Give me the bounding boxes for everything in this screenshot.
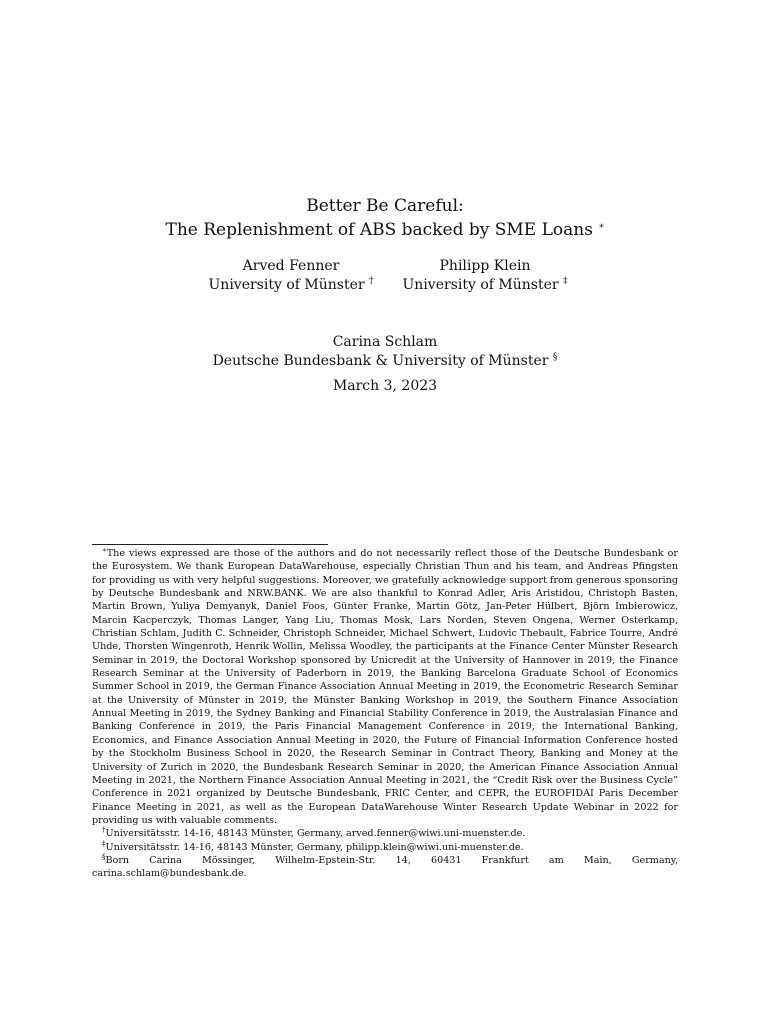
- author-name: Arved Fenner: [242, 258, 340, 274]
- author-name: Carina Schlam: [332, 334, 438, 350]
- title-line-2: [0, 218, 770, 242]
- author-footnote-mark: §: [552, 352, 558, 363]
- author-schlam: [0, 333, 770, 371]
- author-affiliation: Deutsche Bundesbank & University of Münster §: [212, 352, 558, 369]
- footnote-text: Universitätsstr. 14-16, 48143 Münster, Germany, philipp.klein@wiwi.uni-muenster.de.: [105, 841, 524, 853]
- footnote-mark: †: [102, 826, 106, 835]
- footnote-2: [92, 827, 678, 840]
- author-fenner: [196, 257, 386, 295]
- author-affiliation: University of Münster †: [208, 276, 374, 293]
- paper-title: [0, 194, 770, 242]
- author-footnote-mark: †: [369, 276, 374, 287]
- author-footnote-mark: ‡: [563, 276, 568, 287]
- footnote-3: [92, 841, 678, 854]
- footnote-mark: ‡: [102, 839, 106, 848]
- footnote-rule: [92, 544, 328, 545]
- author-name: Philipp Klein: [439, 258, 531, 274]
- footnote-text: The views expressed are those of the authors and do not necessarily reflect those of the Deutsche Bundesbank or the Eurosystem. We thank European DataWarehouse, especially Christian Thun and his team, and Andreas Pfingsten for providing us with very helpful suggestions. Moreover, we gratefully acknowledge support from generous sponsoring by Deutsche Bundesbank and NRW.BANK. We are also thankful to Konrad Adler, Aris Aristidou, Christoph Basten, Martin Brown, Yuliya Demyanyk, Daniel Foos, Günter Franke, Martin Götz, Jan-Peter Hülbert, Björn Imbierowicz, Marcin Kacperczyk, Thomas Langer, Yang Liu, Thomas Mosk, Lars Norden, Steven Ongena, Werner Osterkamp, Christian Schlam, Judith C. Schneider, Christoph Schneider, Michael Schwert, Ludovic Thebault, Fabrice Tourre, André Uhde, Thorsten Wingenroth, Henrik Wollin, Melissa Woodley, the participants at the Finance Center Münster Research Seminar in 2019, the Doctoral Workshop sponsored by Unicredit at the University of Hannover in 2019, the Finance Research Seminar at the University of Paderborn in 2019, the Banking Barcelona Graduate School of Economics Summer School in 2019, the German Finance Association Annual Meeting in 2019, the Econometric Research Seminar at the University of Münster in 2019, the Münster Banking Workshop in 2019, the Southern Finance Association Annual Meeting in 2019, the Sydney Banking and Financial Stability Conference in 2019, the Australasian Finance and Banking Conference in 2019, the Paris Financial Management Conference in 2019, the International Banking, Economics, and Finance Association Annual Meeting in 2020, the Future of Financial Information Conference hosted by the Stockholm Business School in 2020, the Research Seminar in Contract Theory, Banking and Money at the University of Zurich in 2020, the Bundesbank Research Seminar in 2020, the American Finance Association Annual Meeting in 2021, the Northern Finance Association Annual Meeting in 2021, the “Credit Risk over the Business Cycle” Conference in 2021 organized by Deutsche Bundesbank, FRIC Center, and CEPR, the EUROFIDAI Paris December Finance Meeting in 2021, as well as the European DataWarehouse Winter Research Update Webinar in 2022 for providing us with valuable comments.: [92, 548, 678, 826]
- title-footnote-mark: ∗: [598, 221, 605, 232]
- footnote-text: Born Carina Mössinger, Wilhelm-Epstein-Str. 14, 60431 Frankfurt am Main, Germany, carina.schlam@bundesbank.de.: [92, 854, 678, 880]
- title-line-1: Better Be Careful:: [306, 196, 464, 216]
- author-affiliation: University of Münster ‡: [402, 276, 568, 293]
- paper-date: March 3, 2023: [332, 378, 438, 394]
- footnote-1: [92, 547, 678, 827]
- author-klein: [400, 257, 570, 295]
- footnote-mark: ∗: [102, 545, 107, 554]
- footnote-text: Universitätsstr. 14-16, 48143 Münster, Germany, arved.fenner@wiwi.uni-muenster.de.: [105, 828, 526, 840]
- footnote-mark: §: [102, 852, 106, 861]
- title-line-2-text: The Replenishment of ABS backed by SME Loans: [165, 220, 593, 240]
- footnotes: [92, 547, 678, 881]
- footnote-4: [92, 854, 678, 881]
